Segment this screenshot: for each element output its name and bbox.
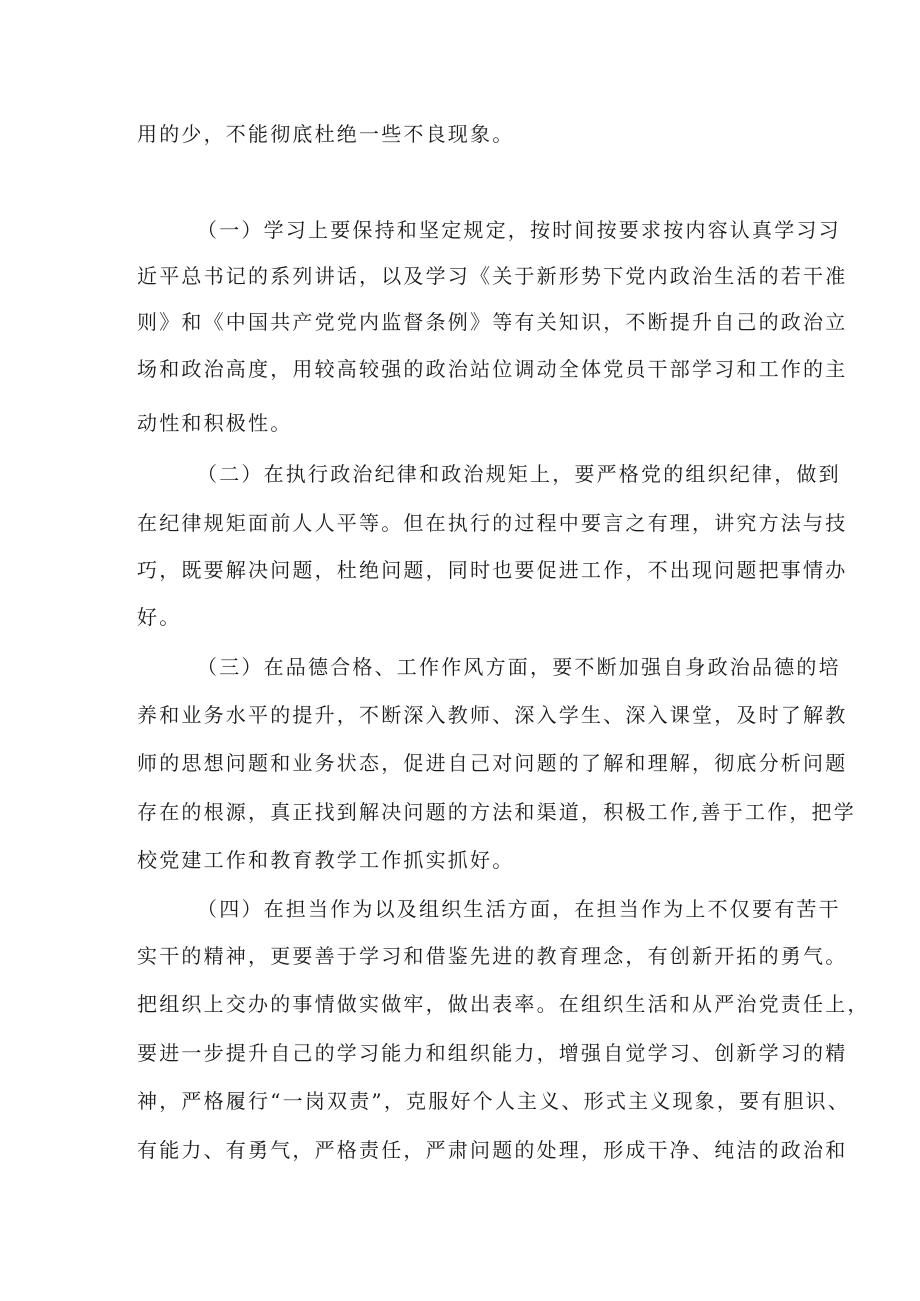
text-line: 用的少，不能彻底杜绝一些不良现象。 <box>137 122 515 146</box>
text-line: 神，严格履行“一岗双责”，克服好个人主义、形式主义现象，要有胆识、 <box>137 1089 851 1113</box>
text-line: 养和业务水平的提升，不断深入教师、深入学生、深入课堂，及时了解教 <box>137 703 848 727</box>
text-line: （四）在担当作为以及组织生活方面，在担当作为上不仅要有苦干 <box>197 897 841 921</box>
text-line: （二）在执行政治纪律和政治规矩上，要严格党的组织纪律，做到 <box>197 462 841 486</box>
text-line: 巧，既要解决问题，杜绝问题，同时也要促进工作，不出现问题把事情办 <box>137 558 848 582</box>
text-line: （三）在品德合格、工作作风方面，要不断加强自身政治品德的培 <box>197 655 841 679</box>
text-line: 师的思想问题和业务状态，促进自己对问题的了解和理解，彻底分析问题 <box>137 751 848 775</box>
text-line: 近平总书记的系列讲话，以及学习《关于新形势下党内政治生活的若干准 <box>137 264 848 288</box>
text-line: 要进一步提升自己的学习能力和组织能力，增强自觉学习、创新学习的精 <box>137 1041 848 1065</box>
text-line: 校党建工作和教育教学工作抓实抓好。 <box>137 848 515 872</box>
text-line: 有能力、有勇气，严格责任，严肃问题的处理，形成干净、纯洁的政治和 <box>137 1138 848 1162</box>
text-line: 动性和积极性。 <box>137 411 293 435</box>
text-line: 好。 <box>137 605 182 629</box>
text-line: 把组织上交办的事情做实做牢，做出表率。在组织生活和从严治党责任上， <box>137 992 870 1016</box>
text-line: 则》和《中国共产党党内监督条例》等有关知识，不断提升自己的政治立 <box>137 310 848 334</box>
text-line: 实干的精神，更要善于学习和借鉴先进的教育理念，有创新开拓的勇气。 <box>137 944 848 968</box>
text-line: （一）学习上要保持和坚定规定，按时间按要求按内容认真学习习 <box>197 218 841 242</box>
text-line: 在纪律规矩面前人人平等。但在执行的过程中要言之有理，讲究方法与技 <box>137 511 848 535</box>
text-line: 存在的根源，真正找到解决问题的方法和渠道，积极工作,善于工作，把学 <box>137 800 856 824</box>
text-line: 场和政治高度，用较高较强的政治站位调动全体党员干部学习和工作的主 <box>137 357 848 381</box>
